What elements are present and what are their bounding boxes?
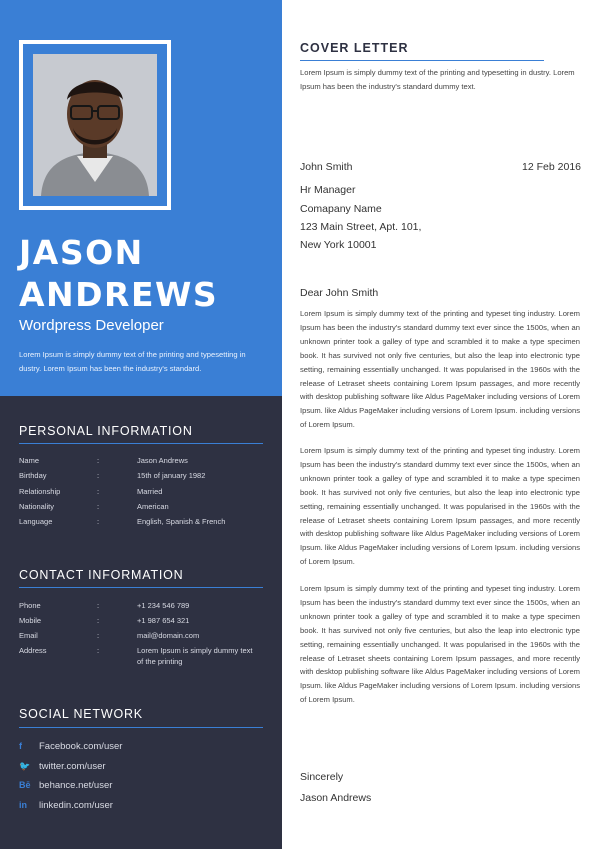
- social-link-text[interactable]: twitter.com/user: [39, 761, 106, 772]
- letter-signature: Jason Andrews: [300, 792, 372, 804]
- sender-name: John Smith: [300, 161, 353, 173]
- social-item-linkedin[interactable]: [19, 800, 269, 814]
- profile-photo-image: [33, 54, 157, 196]
- social-item-facebook[interactable]: [19, 741, 269, 755]
- info-label: Phone: [19, 601, 41, 610]
- info-colon: :: [97, 456, 100, 465]
- social-network-divider: [19, 727, 263, 728]
- info-label: Name: [19, 456, 40, 465]
- info-value: Married: [137, 487, 163, 496]
- info-label: Nationality: [19, 502, 55, 511]
- social-link-text[interactable]: behance.net/user: [39, 780, 113, 791]
- cover-letter-intro: Lorem Ipsum is simply dummy text of the printing and typesetting in dustry. Lorem Ipsum has been the industry's standard dummy text.: [300, 68, 575, 91]
- facebook-icon: f: [19, 741, 22, 751]
- info-value: 15th of january 1982: [137, 471, 206, 480]
- info-colon: :: [97, 616, 100, 625]
- info-value: +1 987 654 321: [137, 616, 190, 625]
- recipient-company: Comapany Name: [300, 203, 382, 215]
- cover-letter: [282, 0, 600, 849]
- info-value: Lorem Ipsum is simply dummy text of the printing: [137, 646, 253, 666]
- personal-info-divider: [19, 443, 263, 444]
- letter-paragraph: Lorem Ipsum is simply dummy text of the printing and typeset ting industry. Lorem Ipsum has been the industry's standard dummy text ever since the 1500s, when an unknown printer took a galley of type and scrambled it to make a type specimen book. It has survived not only five centuries, but also the leap into electronic type setting, remaining essentially unchanged. It was popularised in the 1960s with the release of Letraset sheets containing Lorem Ipsum passages, and more recently with desktop publishing software like Aldus PageMaker including versions of Lorem Ipsum. like Aldus PageMaker including versions of Lorem Ipsum. including versions of Lorem Ipsum.: [300, 446, 580, 567]
- cover-letter-heading: COVER LETTER: [300, 41, 409, 55]
- info-colon: :: [97, 487, 100, 496]
- contact-info-heading: CONTACT INFORMATION: [19, 568, 184, 582]
- profile-photo-frame: [19, 40, 171, 210]
- letter-paragraph: Lorem Ipsum is simply dummy text of the printing and typeset ting industry. Lorem Ipsum has been the industry's standard dummy text ever since the 1500s, when an unknown printer took a galley of type and scrambled it to make a type specimen book. It has survived not only five centuries, but also the leap into electronic type setting, remaining essentially unchanged. It was popularised in the 1960s with the release of Letraset sheets containing Lorem Ipsum passages, and more recently with desktop publishing software like Aldus PageMaker including versions of Lorem Ipsum. like Aldus PageMaker including versions of Lorem Ipsum. including versions of Lorem Ipsum.: [300, 584, 580, 705]
- cover-letter-divider: [300, 60, 544, 61]
- letter-greeting: Dear John Smith: [300, 287, 379, 299]
- personal-info-heading: PERSONAL INFORMATION: [19, 424, 193, 438]
- recipient-title: Hr Manager: [300, 184, 356, 196]
- letter-paragraph: Lorem Ipsum is simply dummy text of the printing and typeset ting industry. Lorem Ipsum has been the industry's standard dummy text ever since the 1500s, when an unknown printer took a galley of type and scrambled it to make a type specimen book. It has survived not only five centuries, but also the leap into electronic type setting, remaining essentially unchanged. It was popularised in the 1960s with the release of Letraset sheets containing Lorem Ipsum passages, and more recently with desktop publishing software like Aldus PageMaker including versions of Lorem Ipsum. like Aldus PageMaker including versions of Lorem Ipsum. including versions of Lorem Ipsum.: [300, 309, 580, 430]
- info-colon: :: [97, 646, 100, 655]
- profile-intro: Lorem Ipsum is simply dummy text of the printing and typesetting in dustry. Lorem Ipsum has been the industry's standard.: [19, 350, 246, 373]
- twitter-icon: 🐦: [19, 761, 31, 771]
- contact-info-divider: [19, 587, 263, 588]
- info-value: English, Spanish & French: [137, 517, 226, 526]
- info-colon: :: [97, 471, 100, 480]
- name-first: JASON: [19, 233, 144, 272]
- info-label: Birthday: [19, 471, 47, 480]
- letter-date: 12 Feb 2016: [522, 161, 581, 173]
- recipient-street: 123 Main Street, Apt. 101,: [300, 221, 422, 233]
- info-label: Email: [19, 631, 38, 640]
- info-value: American: [137, 502, 169, 511]
- info-value: mail@domain.com: [137, 631, 200, 640]
- info-colon: :: [97, 631, 100, 640]
- social-network-heading: SOCIAL NETWORK: [19, 707, 143, 721]
- info-label: Language: [19, 517, 53, 526]
- info-value: +1 234 546 789: [137, 601, 190, 610]
- sidebar-header: [0, 0, 282, 396]
- social-item-behance[interactable]: [19, 780, 269, 794]
- linkedin-icon: in: [19, 800, 27, 810]
- info-colon: :: [97, 601, 100, 610]
- info-colon: :: [97, 517, 100, 526]
- info-label: Address: [19, 646, 47, 655]
- recipient-city: New York 10001: [300, 239, 377, 251]
- social-link-text[interactable]: linkedin.com/user: [39, 800, 113, 811]
- letter-closing: Sincerely: [300, 771, 344, 783]
- profile-photo: [33, 54, 157, 196]
- social-link-text[interactable]: Facebook.com/user: [39, 741, 123, 752]
- info-colon: :: [97, 502, 100, 511]
- behance-icon: Bē: [19, 780, 31, 790]
- candidate-name: [19, 232, 218, 316]
- info-label: Mobile: [19, 616, 42, 625]
- info-label: Relationship: [19, 487, 61, 496]
- info-value: Jason Andrews: [137, 456, 188, 465]
- job-title: Wordpress Developer: [19, 317, 164, 334]
- resume-sidebar: [0, 0, 282, 849]
- social-item-twitter[interactable]: [19, 761, 269, 775]
- name-last: ANDREWS: [19, 275, 219, 314]
